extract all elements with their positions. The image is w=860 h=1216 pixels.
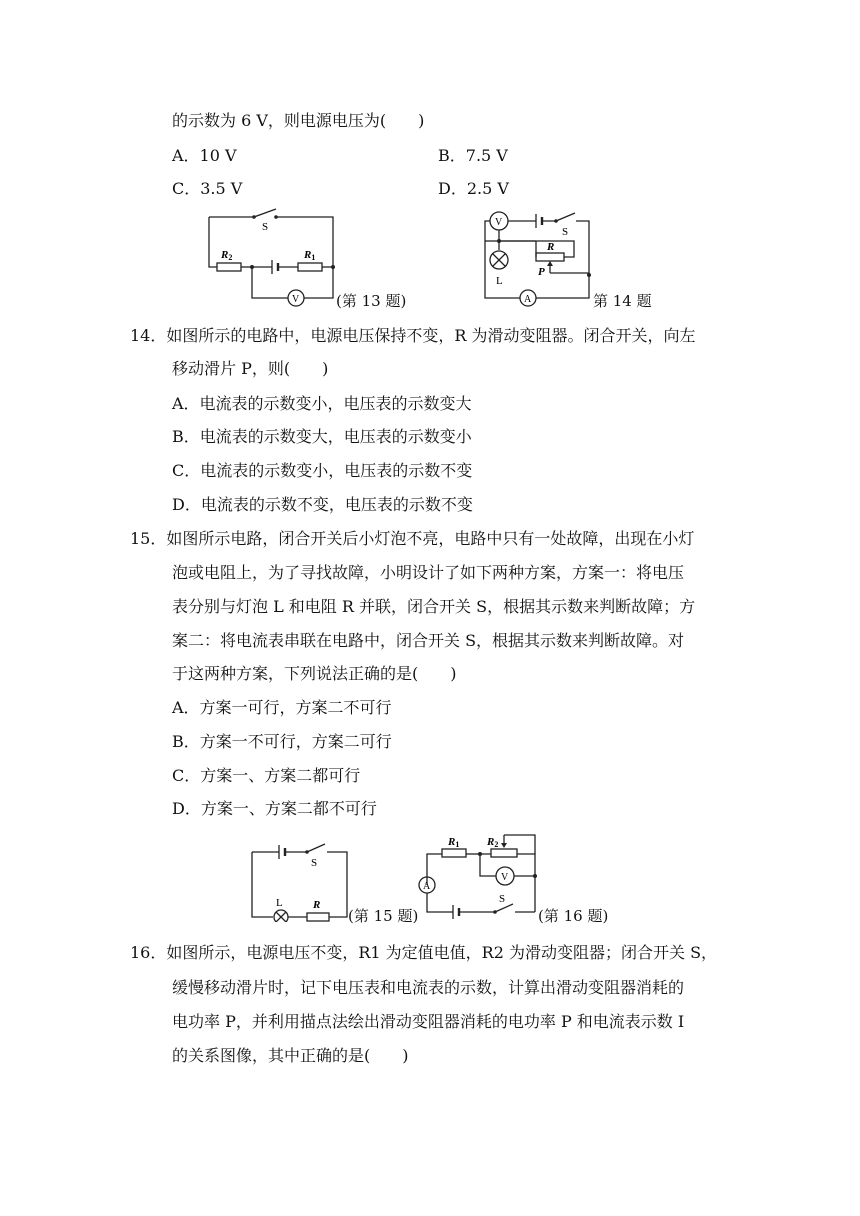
switch-label: S [262,221,269,233]
q14-figure-caption: 第 14 题 [593,292,652,310]
svg-text:R: R [547,241,555,253]
svg-text:A: A [524,294,532,305]
resistor-r1 [298,263,322,271]
q16-circuit-diagram [415,830,543,928]
resistor-r1 [442,849,466,857]
svg-text:R2: R2 [487,836,499,849]
q15-question-line-3: 表分别与灯泡 L 和电阻 R 并联，闭合开关 S，根据其示数来判断故障；方 [172,597,696,616]
q14-option-d: D．电流表的示数不变，电压表的示数不变 [172,495,473,514]
q16-question-line-4: 的关系图像，其中正确的是( ) [172,1046,409,1065]
q13-option-b: B．7.5 V [438,146,508,165]
q16-question-line-1: 16．如图所示，电源电压不变，R1 为定值电值，R2 为滑动变阻器；闭合开关 S， [130,943,718,962]
lamp-icon [274,910,288,922]
q13-figure-caption: (第 13 题) [336,292,407,310]
q14-option-b: B．电流表的示数变大，电压表的示数变小 [172,427,472,446]
svg-text:V: V [501,872,509,883]
switch-lever [254,209,276,217]
switch-lever [495,904,513,912]
resistor-r [307,913,329,921]
q15-question-line-4: 案二：将电流表串联在电路中，闭合开关 S，根据其示数来判断故障。对 [172,631,685,650]
q13-option-c: C．3.5 V [172,179,243,198]
svg-text:A: A [423,881,431,892]
q15-question-line-5: 于这两种方案，下列说法正确的是( ) [172,664,457,683]
q14-circuit-diagram [478,205,593,311]
q15-option-a: A．方案一可行，方案二不可行 [172,698,392,717]
svg-text:R: R [313,899,321,911]
resistor-r2 [217,263,241,271]
svg-text:R1: R1 [304,249,316,262]
q16-question-line-3: 电功率 P，并利用描点法绘出滑动变阻器消耗的电功率 P 和电流表示数 I [172,1012,685,1031]
q16-question-line-2: 缓慢移动滑片时，记下电压表和电流表的示数，计算出滑动变阻器消耗的 [172,978,685,997]
q13-question-tail: 的示数为 6 V，则电源电压为( ) [172,111,425,130]
q15-question-line-1: 15．如图所示电路，闭合开关后小灯泡不亮，电路中只有一处故障，出现在小灯 [130,529,695,548]
rheostat-r2 [491,849,517,857]
svg-text:V: V [495,217,503,228]
svg-text:P: P [538,266,545,278]
q14-question-line-2: 移动滑片 P，则( ) [172,359,329,378]
svg-text:V: V [292,294,300,305]
q14-option-a: A．电流表的示数变小，电压表的示数变大 [172,394,472,413]
q15-option-b: B．方案一不可行，方案二可行 [172,732,392,751]
switch-lever [307,844,325,852]
rheostat-r [536,253,564,261]
svg-text:L: L [276,897,283,909]
q15-figure-caption: (第 15 题) [348,907,419,925]
q15-option-d: D．方案一、方案二都不可行 [172,799,377,818]
q13-option-d: D．2.5 V [438,179,509,198]
svg-text:R1: R1 [448,836,460,849]
svg-text:S: S [311,857,318,869]
q13-option-a: A．10 V [172,146,237,165]
q14-question-line-1: 14．如图所示的电路中，电源电压保持不变，R 为滑动变阻器。闭合开关，向左 [130,326,696,345]
svg-text:S: S [499,893,506,905]
q13-circuit-diagram [200,205,340,311]
q16-figure-caption: (第 16 题) [538,907,609,925]
q15-question-line-2: 泡或电阻上，为了寻找故障，小明设计了如下两种方案，方案一：将电压 [172,563,685,582]
svg-text:S: S [562,226,569,238]
q15-circuit-diagram [245,840,353,926]
q14-option-c: C．电流表的示数变小，电压表的示数不变 [172,461,473,480]
switch-lever [556,213,575,221]
svg-text:L: L [496,275,503,287]
q15-option-c: C．方案一、方案二都可行 [172,766,361,785]
svg-text:R2: R2 [221,249,233,262]
